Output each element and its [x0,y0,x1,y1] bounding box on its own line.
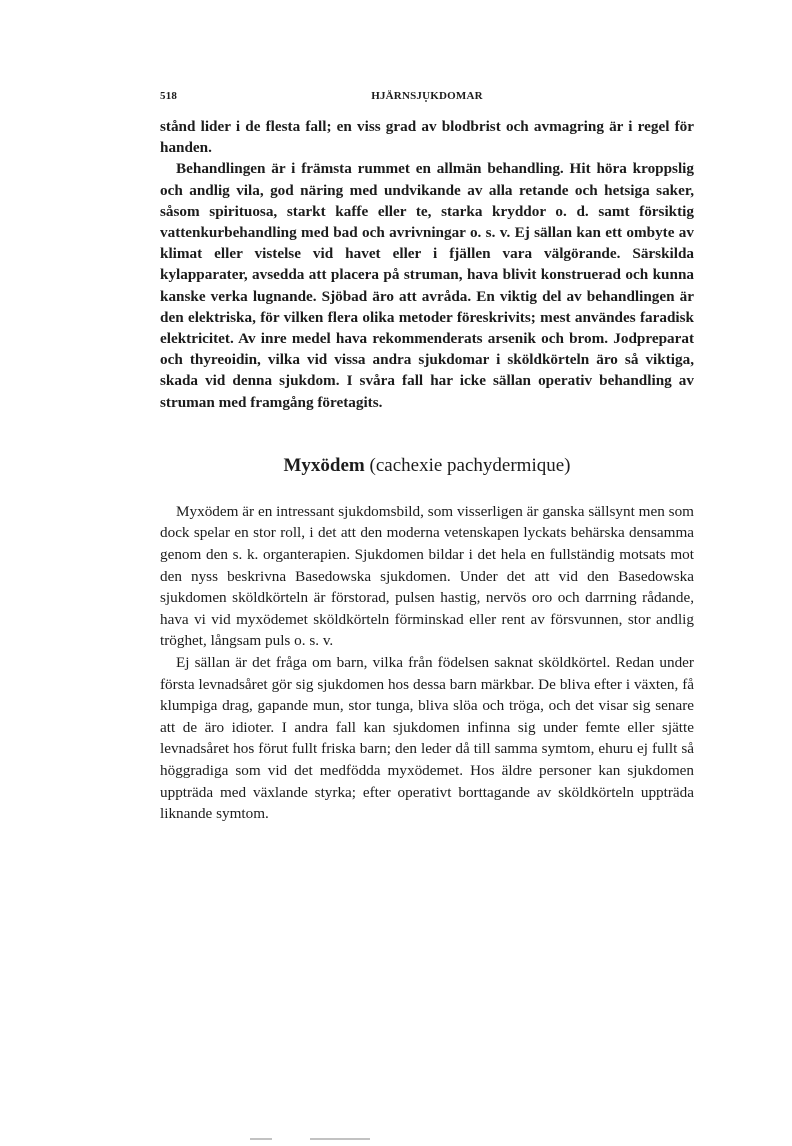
running-header [160,88,694,110]
heading-title: Myxödem [283,454,365,476]
book-page [160,88,694,825]
paragraph: Behandlingen är i främsta rummet en allmän behandling. Hit höra kroppslig och andlig vila, god näring med undvikande av alla retande och hetsiga saker, såsom spirituosa, starkt kaffe eller te, starka kryddor o. d. samt försiktig vattenkurbehandling med bad och avrivningar o. s. v. Ej sällan kan ett ombyte av klimat eller vistelse vid havet eller i fjällen vara välgörande. Särskilda kylapparater, avsedda att placera på struman, hava blivit konstruerad och kunna kanske verka lugnande. Sjöbad äro att avråda. En viktig del av behandlingen är den elektriska, för vilken flera olika metoder föreskrivits; mest användes faradisk elektricitet. Av inre medel hava rekommenderats arsenik och brom. Jodpreparat och thyreoidin, vilka vid vissa andra sjukdomar i sköldkörteln äro så viktiga, skada vid denna sjukdom. I svåra fall har icke sällan operativ behandling av struman med framgång företagits. [160,160,694,411]
paragraph: Ej sällan är det fråga om barn, vilka från födelsen saknat sköldkörtel. Redan under första levnadsåret gör sig sjukdomen hos dessa barn märkbar. De bliva efter i växten, få klumpiga drag, gapande mun, stor tunga, bliva slöa och tröga, och det visar sig senare att de äro idioter. I andra fall kan sjukdomen infinna sig under femte eller sjätte levnadsåret hos förut fullt friska barn; den leder då till samma symtom, ehuru ej fullt så höggradiga som vid det medfödda myxödemet. Hos äldre personer kan sjukdomen uppträda med växlande styrka; efter operativt borttagande av sköldkörteln uppträda liknande symtom. [160,654,694,823]
scan-smudge [310,1138,370,1140]
heading-subtitle: (cachexie pachydermique) [369,454,571,476]
paragraph: Myxödem är en intressant sjukdomsbild, som visserligen är ganska sällsynt men som dock spelar en stor roll, i det att den moderna vetenskapen lyckats behärska densamma genom den s. k. organterapien. Sjukdomen bildar i det hela en fullständig motsats mot den nyss beskrivna Basedowska sjukdomen. Under det att vid den Basedowska sjukdomen sköldkörteln är förstorad, pulsen hastig, nervös oro och darrning rådande, hava vi vid myxödemet sköldkörteln förminskad eller rent av försvunnen, stor andlig tröghet, långsam puls o. s. v. [160,502,694,650]
paragraph: stånd lider i de flesta fall; en viss grad av blodbrist och avmagring är i regel för handen. [160,118,694,157]
scan-smudge [250,1138,272,1140]
myxedema-section [160,501,694,825]
running-title: HJÄRNSJUKDOMAR [371,90,483,102]
treatment-section [160,116,694,413]
section-heading [160,455,694,477]
page-number: 518 [160,90,178,102]
